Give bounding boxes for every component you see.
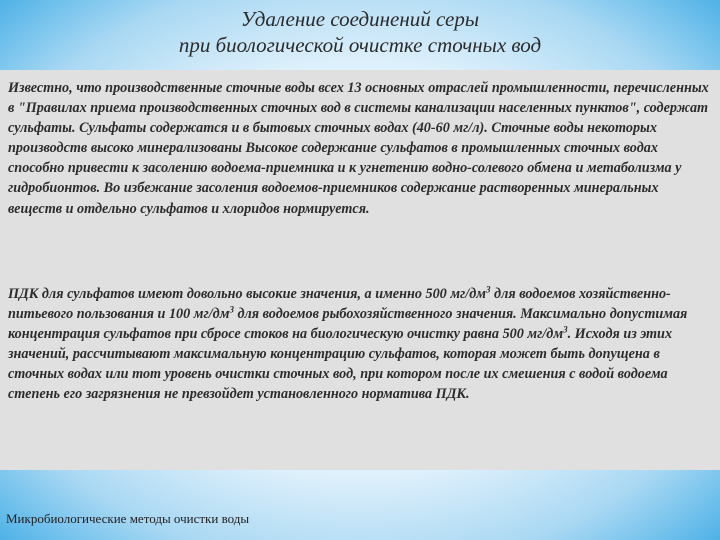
slide-footer: Микробиологические методы очистки воды	[6, 511, 250, 526]
slide-title	[0, 6, 720, 58]
superscript-3: 3	[485, 284, 491, 295]
paragraph-sulfates-intro: Известно, что производственные сточные воды всех 13 основных отраслей промышленности, перечисленных в "Правилах приема производственных сточных вод в системы канализации населенных пунктов", содержат сульфаты. Сульфаты содержатся и в бытовых сточных водах (40-60 мг/л). Сточные воды некоторых производств высоко минерализованы Высокое содержание сульфатов в промышленных сточных водах способно привести к засолению водоема-приемника и к угнетению водно-солевого обмена и метаболизма у гидробионтов. Во избежание засоления водоемов-приемников содержание растворенных минеральных веществ и отдельно сульфатов и хлоридов нормируется.	[8, 80, 709, 217]
superscript-3: 3	[229, 304, 234, 315]
paragraph-2-part-4: . Исходя из этих значений, рассчитывают максимальную концентрацию сульфатов, которая может быть допущена в сточных водах или тот уровень очистки сточных вод, при котором после их смешения с водой водоема степень его загрязнения не превзойдет установленного норматива ПДК.	[8, 326, 673, 403]
paragraph-2-part-3: для водоемов рыбохозяйственного значения. Максимально допустимая концентрация сульфатов при сбросе стоков на биологическую очистку равна 500 мг/дм	[8, 306, 688, 343]
paragraph-mpc-sulfates	[8, 284, 712, 405]
paragraph-2-part-2: для водоемов хозяйственно-питьевого пользования и 100 мг/дм	[8, 286, 671, 323]
paragraph-2-part-1: ПДК для сульфатов имеют довольно высокие значения, а именно 500 мг/дм	[8, 286, 486, 302]
title-line-1: Удаление соединений серы	[240, 7, 480, 31]
title-line-2: при биологической очистке сточных вод	[178, 33, 542, 57]
superscript-3: 3	[563, 324, 568, 335]
